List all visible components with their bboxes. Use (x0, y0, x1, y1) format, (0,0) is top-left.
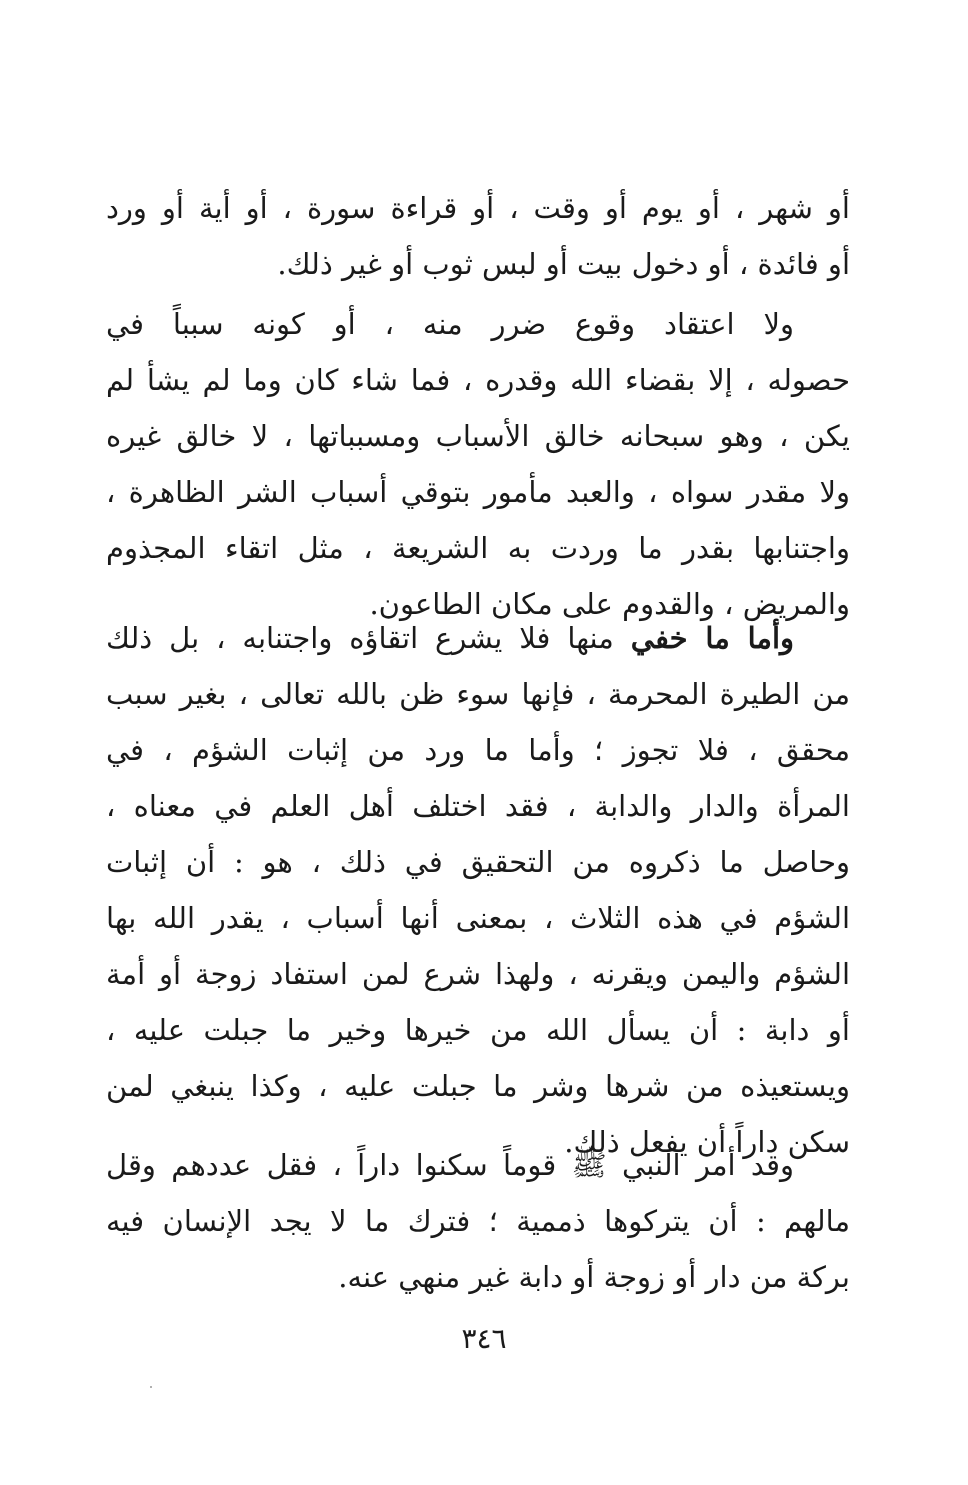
text-line: مالهم : أن يتركوها ذممية ؛ فترك ما لا يجد الإنسان فيه (106, 1204, 850, 1238)
text-line: بركة من دار أو زوجة أو دابة غير منهي عنه. (338, 1260, 850, 1294)
text-line: من الطيرة المحرمة ، فإنها سوء ظن بالله تعالى ، بغير سبب (106, 677, 850, 711)
text-line: أو دابة : أن يسأل الله من خيرها وخير ما جبلت عليه ، (106, 1013, 850, 1047)
paragraph-3 (106, 610, 850, 1170)
text-run: منها فلا يشرع اتقاؤه واجتنابه ، بل ذلك (106, 621, 631, 655)
paragraph-1 (106, 180, 850, 292)
text-line: واجتنابها بقدر ما وردت به الشريعة ، مثل اتقاء المجذوم (106, 531, 850, 565)
text-line: وقد أمر النبي ﷺ قوماً سكنوا داراً ، فقل عددهم وقل (106, 1148, 794, 1182)
bold-lead-phrase: وأما ما خفي (630, 621, 795, 655)
scan-speck (150, 1386, 152, 1388)
text-line: أو فائدة ، أو دخول بيت أو لبس ثوب أو غير ذلك. (277, 247, 850, 281)
text-line: سكن داراً أن يفعل ذلك. (564, 1125, 850, 1159)
text-line: وحاصل ما ذكروه من التحقيق في ذلك ، هو : أن إثبات (106, 845, 850, 879)
page-number: ٣٤٦ (461, 1322, 507, 1355)
text-line: أو شهر ، أو يوم أو وقت ، أو قراءة سورة ، أو أية أو ورد (106, 191, 850, 225)
text-line: حصوله ، إلا بقضاء الله وقدره ، فما شاء كان وما لم يشأ لم (106, 363, 850, 397)
text-line: يكن ، وهو سبحانه خالق الأسباب ومسبباتها ، لا خالق غيره (106, 419, 850, 453)
text-line: ويستعيذه من شرها وشر ما جبلت عليه ، وكذا ينبغي لمن (106, 1069, 850, 1103)
text-line: الشؤم واليمن ويقرنه ، ولهذا شرع لمن استفاد زوجة أو أمة (106, 957, 850, 991)
text-line: ولا مقدر سواه ، والعبد مأمور بتوقي أسباب الشر الظاهرة ، (106, 475, 850, 509)
text-line: محقق ، فلا تجوز ؛ وأما ما ورد من إثبات الشؤم ، في (106, 733, 850, 767)
text-line: ولا اعتقاد وقوع ضرر منه ، أو كونه سبباً في (106, 307, 794, 341)
text-line: المرأة والدار والدابة ، فقد اختلف أهل العلم في معناه ، (106, 789, 850, 823)
paragraph-2 (106, 296, 850, 632)
text-line (106, 610, 850, 666)
paragraph-4 (106, 1137, 850, 1305)
text-line: الشؤم في هذه الثلاث ، بمعنى أنها أسباب ، يقدر الله بها (106, 901, 850, 935)
text-line: والمريض ، والقدوم على مكان الطاعون. (369, 587, 850, 621)
